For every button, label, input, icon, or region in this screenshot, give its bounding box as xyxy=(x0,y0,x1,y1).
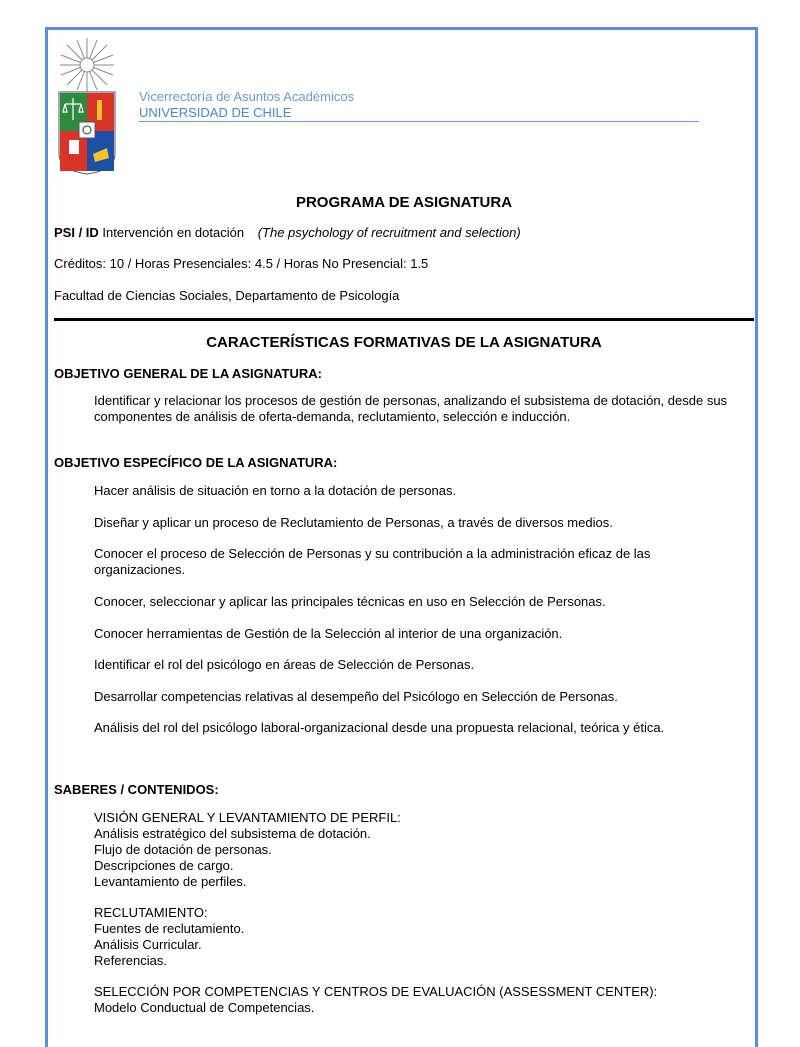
specific-objective-item: Análisis del rol del psicólogo laboral-organizacional desde una propuesta relacional, teórica y ética. xyxy=(94,720,665,735)
contents-subheading: SELECCIÓN POR COMPETENCIAS Y CENTROS DE EVALUACIÓN (ASSESSMENT CENTER): xyxy=(94,984,658,999)
contents-item: Descripciones de cargo. xyxy=(94,858,234,873)
contents-item: Análisis estratégico del subsistema de dotación. xyxy=(94,826,371,841)
university-name: UNIVERSIDAD DE CHILE xyxy=(139,105,292,120)
contents-heading: SABERES / CONTENIDOS: xyxy=(54,782,219,797)
contents-item: Referencias. xyxy=(94,953,167,968)
specific-objective-item: Identificar el rol del psicólogo en áreas de Selección de Personas. xyxy=(94,657,475,672)
section-divider xyxy=(54,318,754,321)
course-line xyxy=(54,225,521,240)
specific-objective-heading: OBJETIVO ESPECÍFICO DE LA ASIGNATURA: xyxy=(54,455,338,470)
course-name: Intervención en dotación xyxy=(102,225,245,240)
contents-item: Levantamiento de perfiles. xyxy=(94,874,247,889)
faculty-line: Facultad de Ciencias Sociales, Departamento de Psicología xyxy=(54,288,400,303)
specific-objective-item: Hacer análisis de situación en torno a la dotación de personas. xyxy=(94,483,457,498)
general-objective-text: Identificar y relacionar los procesos de gestión de personas, analizando el subsistema de dotación, desde sus componentes de análisis de oferta-demanda, reclutamiento, selección e inducción. xyxy=(94,393,728,424)
contents-item: Análisis Curricular. xyxy=(94,937,202,952)
course-code: PSI / ID xyxy=(54,225,99,240)
page-frame xyxy=(45,27,758,1047)
contents-subheading: RECLUTAMIENTO: xyxy=(94,905,208,920)
specific-objective-item: Desarrollar competencias relativas al desempeño del Psicólogo en Selección de Personas. xyxy=(94,689,618,704)
vicerrectoria-label: Vicerrectoría de Asuntos Académicos xyxy=(139,89,355,104)
contents-item: Flujo de dotación de personas. xyxy=(94,842,272,857)
contents-item: Fuentes de reclutamiento. xyxy=(94,921,245,936)
characteristics-title: CARACTERÍSTICAS FORMATIVAS DE LA ASIGNATURA xyxy=(206,334,602,351)
program-title: PROGRAMA DE ASIGNATURA xyxy=(295,194,513,211)
header-divider xyxy=(139,121,699,122)
specific-objective-item: Conocer el proceso de Selección de Personas y su contribución a la administración eficaz de las organizaciones. xyxy=(94,546,651,577)
general-objective-heading: OBJETIVO GENERAL DE LA ASIGNATURA: xyxy=(54,366,322,381)
credits-line: Créditos: 10 / Horas Presenciales: 4.5 / Horas No Presencial: 1.5 xyxy=(54,256,429,271)
university-crest-logo xyxy=(57,36,117,176)
contents-item: Modelo Conductual de Competencias. xyxy=(94,1000,315,1015)
specific-objective-item: Conocer, seleccionar y aplicar las principales técnicas en uso en Selección de Personas. xyxy=(94,594,606,609)
course-english-name: (The psychology of recruitment and selection) xyxy=(257,225,521,240)
specific-objective-item: Diseñar y aplicar un proceso de Reclutamiento de Personas, a través de diversos medios. xyxy=(94,515,613,530)
contents-subheading: VISIÓN GENERAL Y LEVANTAMIENTO DE PERFIL: xyxy=(94,810,401,825)
specific-objective-item: Conocer herramientas de Gestión de la Selección al interior de una organización. xyxy=(94,626,563,641)
